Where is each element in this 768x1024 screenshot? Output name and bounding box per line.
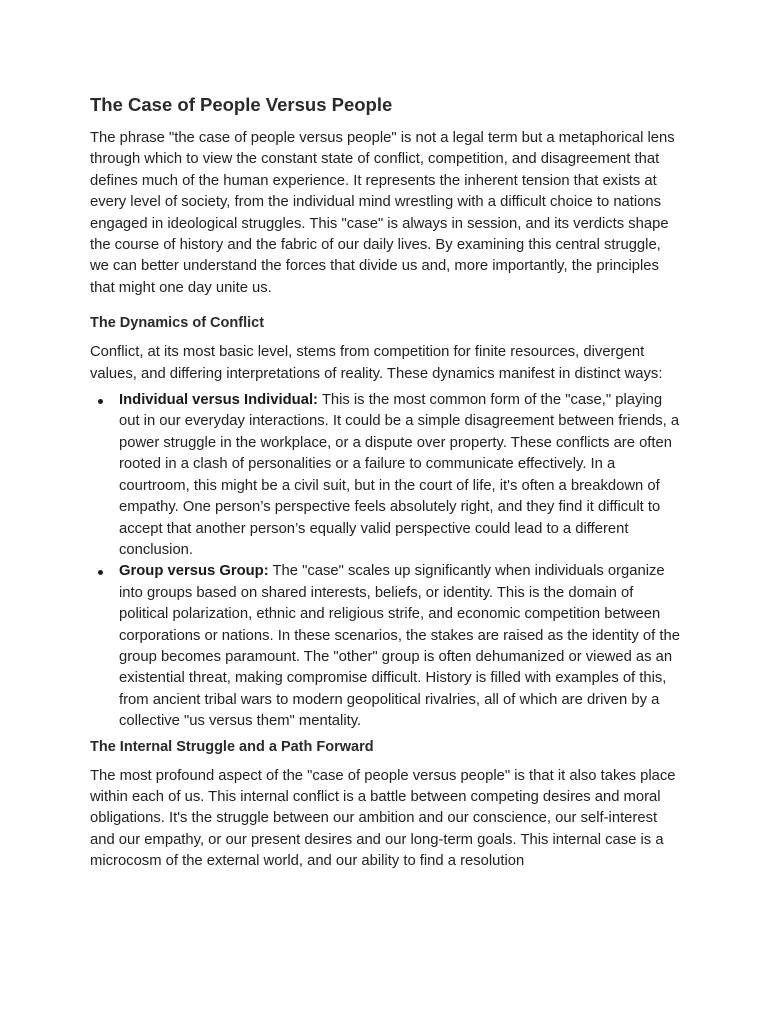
conflict-types-list (90, 390, 680, 733)
document-title: The Case of People Versus People (90, 94, 393, 115)
dynamics-paragraph: Conflict, at its most basic level, stems from competition for finite resources, divergent values, and differing interpretations of reality. These dynamics manifest in distinct ways: (90, 344, 663, 382)
internal-paragraph: The most profound aspect of the "case of people versus people" is that it also takes place within each of us. This internal conflict is a battle between competing desires and moral obligations. It's the struggle between our ambition and our conscience, our self-interest and our empathy, or our present desires and our long-term goals. This internal case is a microcosm of the external world, and our ability to find a resolution (90, 767, 676, 870)
list-item-label: Group versus Group: (119, 563, 269, 580)
bullet-icon (98, 399, 103, 404)
section-heading-internal: The Internal Struggle and a Path Forward (90, 738, 374, 755)
document-page (90, 92, 680, 887)
bullet-icon (98, 570, 103, 575)
section-heading-dynamics: The Dynamics of Conflict (90, 315, 265, 332)
list-item-label: Individual versus Individual: (119, 392, 318, 409)
list-item-text: This is the most common form of the "case," playing out in our everyday interactions. It could be a simple disagreement between friends, a power struggle in the workplace, or a dispute over property. These conflicts are often rooted in a clash of personalities or a failure to communicate effectively. In a courtroom, this might be a civil suit, but in the court of life, it's often a breakdown of empathy. One person’s perspective feels absolutely right, and they find it difficult to accept that another person’s equally valid perspective could lead to a different conclusion. (119, 392, 680, 558)
list-item-text: The "case" scales up significantly when individuals organize into groups based on shared interests, beliefs, or identity. This is the domain of political polarization, ethnic and religious strife, and economic competition between corporations or nations. In these scenarios, the stakes are raised as the identity of the group becomes paramount. The "other" group is often dehumanized or viewed as an existential threat, making compromise difficult. History is filled with examples of this, from ancient tribal wars to modern geopolitical rivalries, all of which are driven by a collective "us versus them" mentality. (119, 563, 680, 730)
list-item (90, 561, 680, 732)
list-item (90, 390, 680, 561)
intro-paragraph: The phrase "the case of people versus people" is not a legal term but a metaphorical lens through which to view the constant state of conflict, competition, and disagreement that defines much of the human experience. It represents the inherent tension that exists at every level of society, from the individual mind wrestling with a difficult choice to nations engaged in ideological struggles. This "case" is always in session, and its verdicts shape the course of history and the fabric of our daily lives. By examining this central struggle, we can better understand the forces that divide us and, more importantly, the principles that might one day unite us. (90, 130, 675, 296)
